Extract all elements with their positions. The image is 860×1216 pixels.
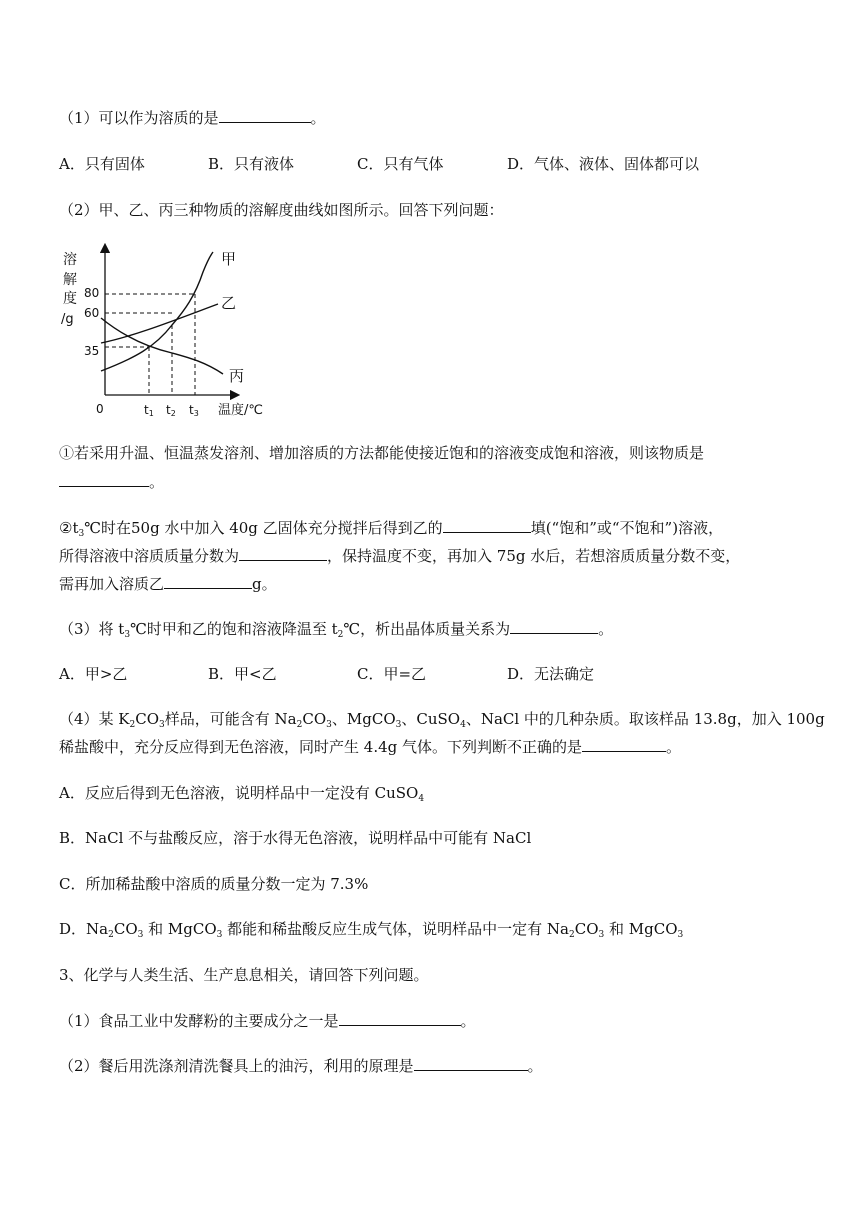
curve-jia-label: 甲 (221, 250, 237, 268)
option-c[interactable]: C．甲=乙 (357, 665, 427, 683)
answer-blank[interactable] (510, 619, 598, 634)
question-4-option-d[interactable]: D．$Na_2CO_3$ 和 MgCO$_3$ 都能和稀盐酸反应生成气体，说明样品中一定有 $Na_2CO_3$ 和 MgCO$_3$ (59, 920, 684, 940)
option-c[interactable]: C．只有气体 (357, 155, 444, 173)
curve-bing (101, 318, 223, 374)
answer-blank[interactable] (443, 518, 531, 533)
sub-question-1-blank-line: 。 (59, 472, 164, 492)
y-tick-60: 60 (84, 306, 100, 320)
question-2-intro: （2）甲、乙、丙三种物质的溶解度曲线如图所示。回答下列问题： (59, 201, 504, 219)
option-d[interactable]: D．无法确定 (507, 665, 595, 683)
solubility-graph (55, 240, 285, 425)
sub-question-2-line-2: 所得溶液中溶质质量分数为 ，保持温度不变，再加入 75g 水后，若想溶质质量分数不变， (59, 547, 741, 565)
x-tick-t1: t1 (144, 403, 154, 418)
answer-blank[interactable] (339, 1011, 461, 1026)
x-tick-t3: t3 (189, 403, 199, 418)
y-tick-35: 35 (84, 344, 100, 358)
answer-blank[interactable] (219, 108, 311, 123)
question-4-line-2: 稀盐酸中，充分反应得到无色溶液，同时产生 4.4g 气体。下列判断不正确的是 。 (59, 738, 682, 756)
y-axis-label-3: 度 (63, 291, 77, 307)
option-a[interactable]: A．甲>乙 (59, 665, 128, 683)
question-1: （1）可以作为溶质的是 。 (59, 109, 326, 127)
question-3: （3）将 $t_3℃$时甲和乙的饱和溶液降温至 $t_2℃$，析出晶体质量关系为 。 (59, 620, 614, 640)
question-4-option-c[interactable]: C．所加稀盐酸中溶质的质量分数一定为 7.3% (59, 875, 369, 893)
question-1-text: （1）可以作为溶质的是 (59, 109, 219, 127)
sub-question-1: ①若采用升温、恒温蒸发溶剂、增加溶质的方法都能使接近饱和的溶液变成饱和溶液，则该物质是 (59, 444, 705, 462)
option-a[interactable]: A．只有固体 (59, 155, 145, 173)
answer-blank[interactable] (239, 546, 327, 561)
question-4-line-1: （4）某 $K_2CO_3$样品，可能含有 $Na_2CO_3$、MgCO$_3$、CuSO$_4$、NaCl 中的几种杂质。取该样品 13.8g，加入 100g (59, 710, 825, 730)
sub-question-2-line-3: 需再加入溶质乙 g。 (59, 575, 277, 593)
section-3-question-1: （1）食品工业中发酵粉的主要成分之一是 。 (59, 1012, 476, 1030)
question-4-option-a[interactable]: A．反应后得到无色溶液，说明样品中一定没有 CuSO$_4$ (59, 784, 425, 804)
curve-bing-label: 丙 (229, 367, 245, 385)
option-b[interactable]: B．甲<乙 (208, 665, 277, 683)
answer-blank[interactable] (414, 1056, 528, 1071)
sub-question-2-line-1: $②t_3℃$时在50g 水中加入 40g 乙固体充分搅拌后得到乙的 填(“饱和”或“不饱和”)溶液， (59, 519, 724, 539)
curve-yi-label: 乙 (221, 294, 237, 312)
y-tick-80: 80 (84, 286, 100, 300)
section-3-question-2: （2）餐后用洗涤剂清洗餐具上的油污，利用的原理是 。 (59, 1057, 543, 1075)
x-axis-label: 温度/℃ (218, 403, 263, 418)
y-axis-label-1: 溶 (63, 252, 77, 268)
question-4-option-b[interactable]: B．NaCl 不与盐酸反应，溶于水得无色溶液，说明样品中可能有 NaCl (59, 829, 532, 847)
y-axis-label-4: /g (61, 312, 74, 327)
option-d[interactable]: D．气体、液体、固体都可以 (507, 155, 700, 173)
answer-blank[interactable] (582, 737, 666, 752)
origin-label: 0 (96, 402, 104, 416)
section-3-title: 3、化学与人类生活、生产息息相关，请回答下列问题。 (59, 966, 429, 984)
option-b[interactable]: B．只有液体 (208, 155, 295, 173)
y-axis-label-2: 解 (63, 272, 77, 288)
answer-blank[interactable] (59, 472, 149, 487)
answer-blank[interactable] (164, 574, 252, 589)
x-tick-t2: t2 (166, 403, 176, 418)
curve-yi (101, 304, 218, 343)
